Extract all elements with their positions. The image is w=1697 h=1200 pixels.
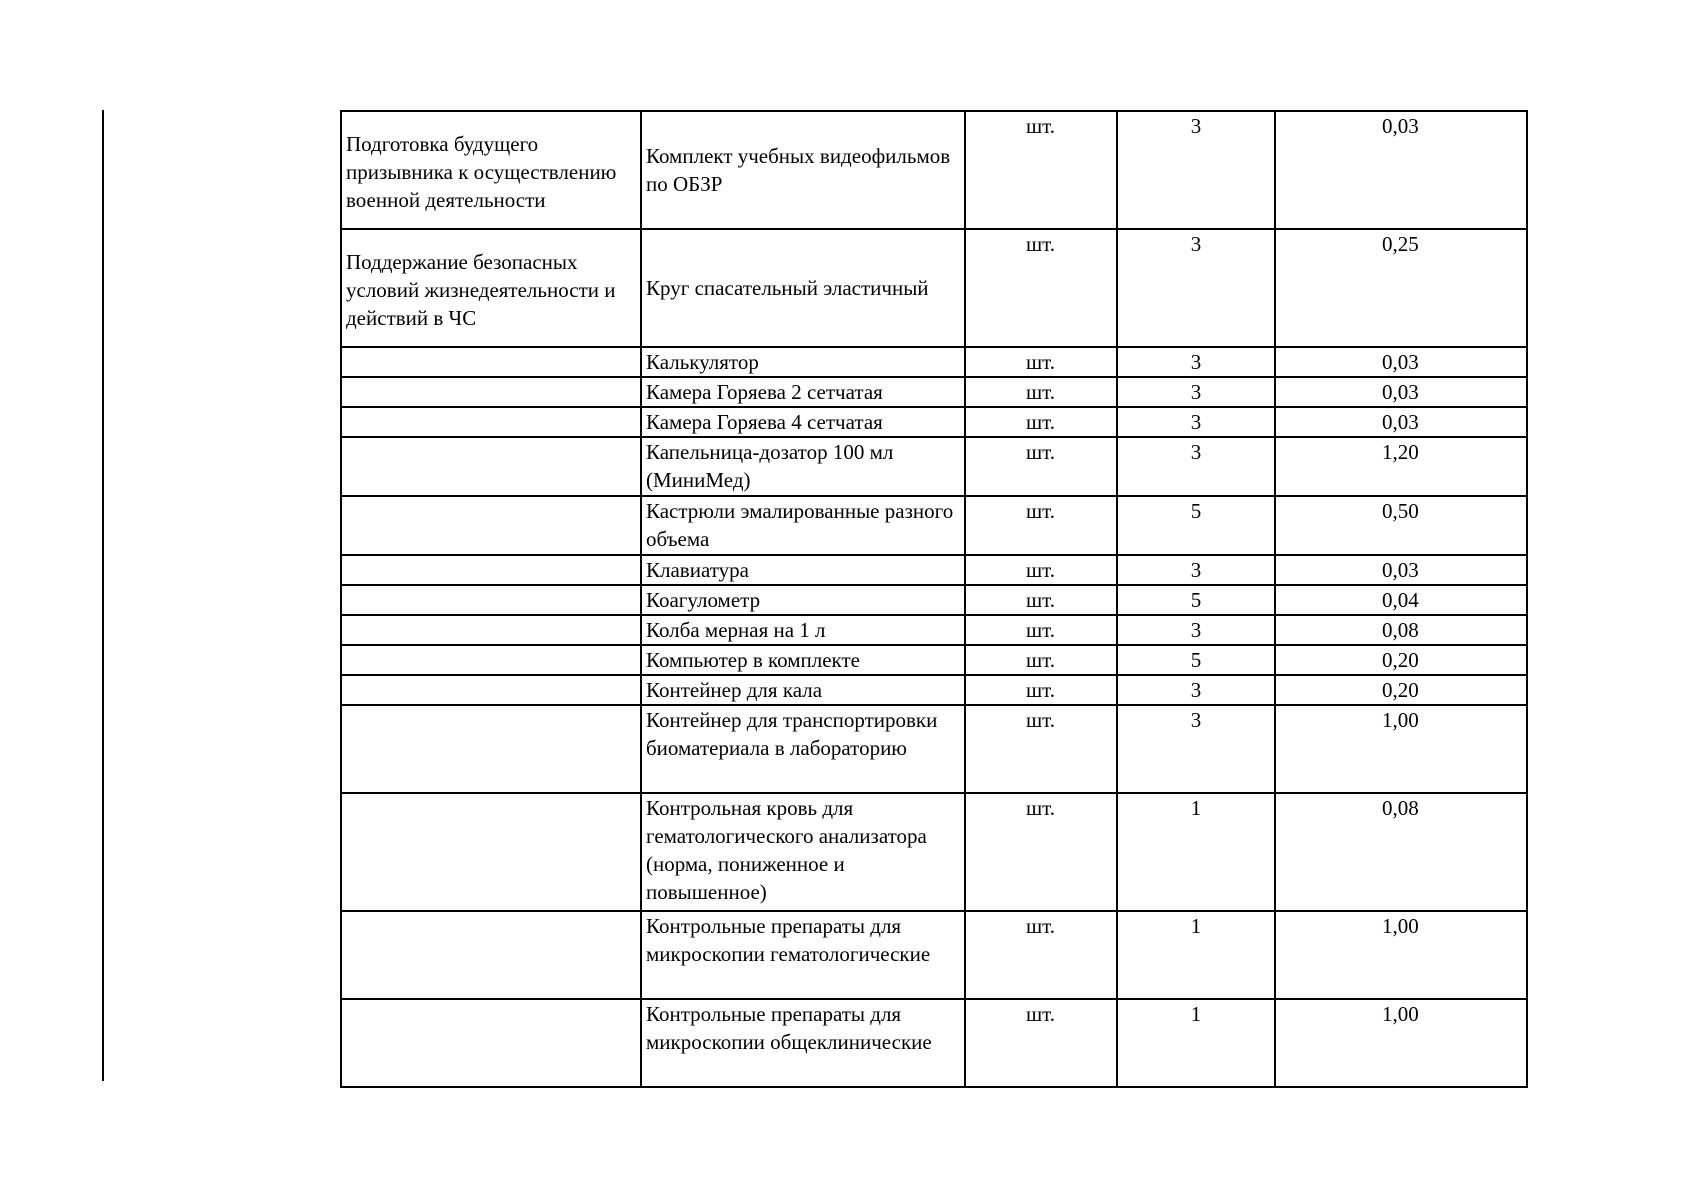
quantity-cell: 3 — [1117, 615, 1275, 645]
table-row — [341, 111, 1527, 229]
value-cell: 0,08 — [1275, 793, 1527, 911]
unit-cell: шт. — [965, 229, 1117, 347]
value-cell: 0,08 — [1275, 615, 1527, 645]
unit-cell: шт. — [965, 585, 1117, 615]
section-cell — [341, 347, 641, 377]
value-cell: 0,20 — [1275, 645, 1527, 675]
section-cell — [341, 705, 641, 793]
unit-cell: шт. — [965, 675, 1117, 705]
quantity-cell: 3 — [1117, 555, 1275, 585]
item-name-cell: Капельница-дозатор 100 мл (МиниМед) — [641, 437, 965, 496]
quantity-cell: 1 — [1117, 911, 1275, 999]
item-name-cell: Контрольные препараты для микроскопии гематологические — [641, 911, 965, 999]
quantity-cell: 3 — [1117, 705, 1275, 793]
unit-cell: шт. — [965, 437, 1117, 496]
item-name-cell: Колба мерная на 1 л — [641, 615, 965, 645]
value-cell: 1,20 — [1275, 437, 1527, 496]
quantity-cell: 3 — [1117, 437, 1275, 496]
item-name-cell: Контрольные препараты для микроскопии общеклинические — [641, 999, 965, 1087]
equipment-table — [340, 110, 1528, 1088]
item-name-cell: Камера Горяева 4 сетчатая — [641, 407, 965, 437]
value-cell: 0,03 — [1275, 347, 1527, 377]
unit-cell: шт. — [965, 705, 1117, 793]
table-row — [341, 615, 1527, 645]
table-row — [341, 999, 1527, 1087]
item-name-cell: Клавиатура — [641, 555, 965, 585]
unit-cell: шт. — [965, 999, 1117, 1087]
value-cell: 0,03 — [1275, 377, 1527, 407]
item-name-cell: Круг спасательный эластичный — [641, 229, 965, 347]
quantity-cell: 5 — [1117, 496, 1275, 555]
table-row — [341, 555, 1527, 585]
quantity-cell: 3 — [1117, 229, 1275, 347]
unit-cell: шт. — [965, 555, 1117, 585]
table-row — [341, 911, 1527, 999]
section-cell — [341, 675, 641, 705]
unit-cell: шт. — [965, 377, 1117, 407]
value-cell: 0,04 — [1275, 585, 1527, 615]
item-name-cell: Компьютер в комплекте — [641, 645, 965, 675]
unit-cell: шт. — [965, 496, 1117, 555]
section-cell — [341, 793, 641, 911]
section-cell — [341, 496, 641, 555]
value-cell: 0,25 — [1275, 229, 1527, 347]
table-row — [341, 229, 1527, 347]
quantity-cell: 3 — [1117, 347, 1275, 377]
quantity-cell: 3 — [1117, 675, 1275, 705]
unit-cell: шт. — [965, 911, 1117, 999]
table-row — [341, 793, 1527, 911]
section-cell: Подготовка будущего призывника к осуществлению военной деятельности — [341, 111, 641, 229]
table-row — [341, 585, 1527, 615]
unit-cell: шт. — [965, 615, 1117, 645]
table-row — [341, 496, 1527, 555]
table-row — [341, 347, 1527, 377]
quantity-cell: 5 — [1117, 585, 1275, 615]
value-cell: 0,03 — [1275, 407, 1527, 437]
item-name-cell: Кастрюли эмалированные разного объема — [641, 496, 965, 555]
section-cell — [341, 585, 641, 615]
item-name-cell: Контрольная кровь для гематологического анализатора (норма, пониженное и повышенное) — [641, 793, 965, 911]
section-cell — [341, 615, 641, 645]
unit-cell: шт. — [965, 407, 1117, 437]
page-margin-line — [102, 110, 104, 1081]
quantity-cell: 5 — [1117, 645, 1275, 675]
section-cell — [341, 645, 641, 675]
quantity-cell: 3 — [1117, 377, 1275, 407]
item-name-cell: Калькулятор — [641, 347, 965, 377]
section-cell — [341, 555, 641, 585]
table-row — [341, 437, 1527, 496]
unit-cell: шт. — [965, 347, 1117, 377]
section-cell — [341, 911, 641, 999]
unit-cell: шт. — [965, 793, 1117, 911]
quantity-cell: 3 — [1117, 407, 1275, 437]
value-cell: 1,00 — [1275, 999, 1527, 1087]
quantity-cell: 3 — [1117, 111, 1275, 229]
item-name-cell: Камера Горяева 2 сетчатая — [641, 377, 965, 407]
value-cell: 1,00 — [1275, 705, 1527, 793]
item-name-cell: Комплект учебных видеофильмов по ОБЗР — [641, 111, 965, 229]
value-cell: 0,03 — [1275, 555, 1527, 585]
table-row — [341, 377, 1527, 407]
item-name-cell: Контейнер для кала — [641, 675, 965, 705]
table-row — [341, 675, 1527, 705]
value-cell: 0,20 — [1275, 675, 1527, 705]
quantity-cell: 1 — [1117, 999, 1275, 1087]
value-cell: 0,03 — [1275, 111, 1527, 229]
section-cell — [341, 999, 641, 1087]
table-row — [341, 645, 1527, 675]
table-row — [341, 407, 1527, 437]
unit-cell: шт. — [965, 645, 1117, 675]
section-cell: Поддержание безопасных условий жизнедеятельности и действий в ЧС — [341, 229, 641, 347]
value-cell: 1,00 — [1275, 911, 1527, 999]
quantity-cell: 1 — [1117, 793, 1275, 911]
item-name-cell: Контейнер для транспортировки биоматериала в лабораторию — [641, 705, 965, 793]
section-cell — [341, 437, 641, 496]
unit-cell: шт. — [965, 111, 1117, 229]
value-cell: 0,50 — [1275, 496, 1527, 555]
section-cell — [341, 377, 641, 407]
table-row — [341, 705, 1527, 793]
section-cell — [341, 407, 641, 437]
item-name-cell: Коагулометр — [641, 585, 965, 615]
